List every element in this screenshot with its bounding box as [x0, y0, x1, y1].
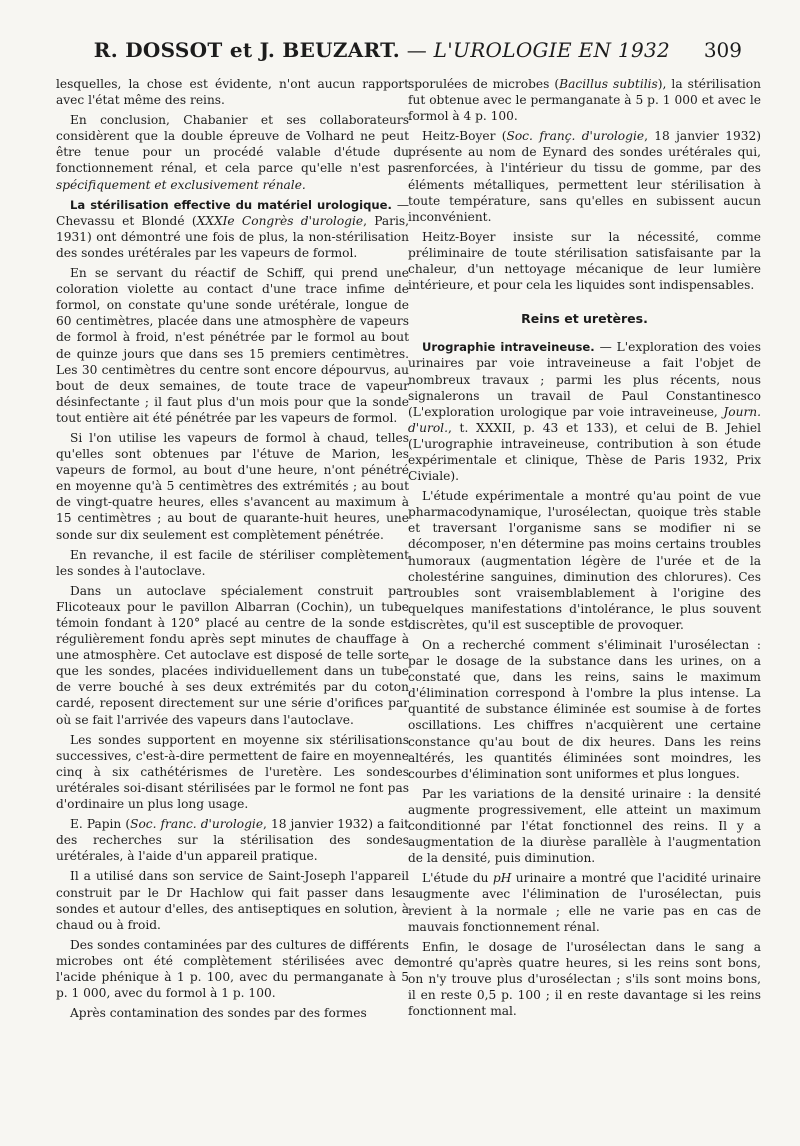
italic-text: pH	[492, 871, 512, 886]
left-column	[56, 76, 409, 1025]
paragraph-text: — Chevassu et Blondé (	[56, 197, 410, 228]
header-authors: R. DOSSOT et J. BEUZART.	[93, 38, 401, 62]
paragraph	[56, 197, 409, 261]
paragraph: En se servant du réactif de Schiff, qui prend une coloration violette au contact d'une trace infime de formol, on constate qu'une sonde urétérale, longue de 60 centimètres, placée dans une atmosphère de vapeurs de formol à froid, n'est pénétrée par le formol au bout de quinze jours que dans ses 15 premiers centimètres. Les 30 centimètres du centre sont encore dépourvus, au bout de deux semaines, de toute trace de vapeur désinfectante ; il faut plus d'un mois pour que la sonde tout entière ait été pénétrée par les vapeurs de formol.	[56, 266, 409, 425]
paragraph: L'étude expérimentale a montré qu'au point de vue pharmacodynamique, l'urosélectan, quoique très stable et traversant l'organisme sans se modifier ni se décomposer, n'en détermine pas moins certains troubles humoraux (augmentation légère de l'urée et de la cholestérine sanguines, diminution des chlorures). Ces troubles sont vraisemblablement à l'origine des quelques manifestations d'intolérance, le plus souvent discrètes, qu'il est susceptible de provoquer.	[408, 489, 761, 632]
paragraph-text: sporulées de microbes (	[408, 77, 560, 91]
paragraph	[408, 76, 761, 124]
running-title	[60, 38, 704, 62]
paragraph	[56, 112, 409, 192]
paragraph-text: , 18 janvier 1932) présente au nom de Eynard des sondes urétérales qui, renforcées, à l'intérieur du tissu de gomme, par des éléments métalliques, permettent leur stérilisation à toute température, sans qu'elles en subissent aucun inconvénient.	[408, 129, 761, 224]
page-number: 309	[703, 38, 742, 62]
paragraph-text: urinaire a montré que l'acidité urinaire augmente avec l'élimination de l'urosélectan, puis revient à la normale ; elle ne varie pas en cas de mauvais fonctionnement rénal.	[408, 871, 761, 934]
paragraph: Dans un autoclave spécialement construit par Flicoteaux pour le pavillon Albarran (Cochin), un tube témoin fondant à 120° placé au centre de la sonde est régulièrement fondu après sept minutes de chauffage à une atmosphère. Cet autoclave est disposé de telle sorte que les sondes, placées individuellement dans un tube de verre bouché à ses deux extrémités par du coton cardé, reposent directement sur une série d'orifices par où se fait l'arrivée des vapeurs dans l'autoclave.	[56, 583, 409, 727]
italic-text: Bacillus subtilis	[559, 77, 658, 91]
italic-text: XXXIe Congrès d'urologie	[196, 213, 364, 228]
subheading: La stérilisation effective du matériel urologique.	[70, 197, 392, 212]
paragraph: Enfin, le dosage de l'urosélectan dans le sang a montré qu'après quatre heures, si les reins sont bons, on n'y trouve plus d'urosélectan ; s'ils sont moins bons, il en reste 0,5 p. 100 ; il en reste davantage si les reins fonctionnent mal.	[408, 939, 761, 1019]
paragraph: Les sondes supportent en moyenne six stérilisations successives, c'est-à-dire permettent de faire en moyenne cinq à six cathétérismes de l'uretère. Les sondes urétérales soi-disant stérilisées par le formol ne font pas d'ordinaire un plus long usage.	[56, 732, 409, 812]
paragraph: Des sondes contaminées par des cultures de différents microbes ont été complètement stérilisées avec de l'acide phénique à 1 p. 100, avec du permanganate à 5 p. 1 000, avec du formol à 1 p. 100.	[56, 937, 409, 1001]
running-header	[60, 38, 742, 68]
italic-text: Journ. d'urol.	[408, 404, 761, 435]
right-column	[408, 76, 761, 1023]
paragraph-text: Heitz-Boyer (	[422, 129, 507, 144]
section-heading: Reins et uretères.	[521, 311, 648, 327]
paragraph-text: En conclusion, Chabanier et ses collaborateurs considèrent que la double épreuve de Volhard ne peut être tenue pour un procédé valable d'étude du fonctionnement rénal, et cela parce qu'elle n'est pas	[56, 113, 409, 176]
italic-text: Soc. franç. d'urologie	[506, 129, 645, 144]
paragraph	[408, 339, 761, 484]
paragraph: On a recherché comment s'éliminait l'urosélectan : par le dosage de la substance dans les urines, on a constaté que, dans les reins, sains le maximum d'élimination correspond à l'ombre la plus intense. La quantité de substance éliminée est soumise à de fortes oscillations. Les chiffres n'acquièrent une certaine constance qu'au bout de dix heures. Dans les reins altérés, les quantités éliminées sont moindres, les courbes d'élimination sont uniformes et plus longues.	[408, 638, 761, 781]
paragraph	[56, 816, 409, 864]
subheading: Urographie intraveineuse.	[422, 340, 595, 355]
paragraph: Il a utilisé dans son service de Saint-Joseph l'appareil construit par le Dr Hachlow qui fait passer dans les sondes et autour d'elles, des antiseptiques en solution, à chaud ou à froid.	[56, 869, 409, 932]
paragraph: lesquelles, la chose est évidente, n'ont aucun rapport avec l'état même des reins.	[56, 77, 409, 108]
paragraph-text: , t. XXXII, p. 43 et 133), et celui de B. Jehiel (L'urographie intraveineuse, contribution à son étude expérimentale et clinique, Thèse de Paris 1932, Prix Civiale).	[408, 420, 761, 484]
paragraph-text: , 18 janvier 1932) a fait des recherches sur la stérilisation des sondes urétérales, à l'aide d'un appareil pratique.	[56, 817, 409, 864]
italic-text: spécifiquement et exclusivement rénale.	[56, 177, 306, 192]
paragraph-text: — L'exploration des voies urinaires par voie intraveineuse a fait l'objet de nombreux travaux ; parmi les plus récents, nous signalerons un travail de Paul Constantinesco (L'exploration urologique par voie intraveineuse,	[408, 340, 761, 419]
paragraph: Heitz-Boyer insiste sur la nécessité, comme préliminaire de toute stérilisation satisfaisante par la chaleur, d'un nettoyage mécanique de leur lumière intérieure, et pour cela les liquides sont indispensables.	[408, 229, 761, 293]
paragraph: Par les variations de la densité urinaire : la densité augmente progressivement, elle atteint un maximum conditionné par l'état fonctionnel des reins. Il y a augmentation de la diurèse parallèle à l'augmentation de la densité, puis diminution.	[408, 786, 761, 866]
paragraph-text: , Paris, 1931) ont démontré une fois de plus, la non-stérilisation des sondes urétérales par les vapeurs de formol.	[56, 213, 409, 260]
header-journal-title: L'UROLOGIE EN 1932	[433, 38, 671, 62]
paragraph-text: ), la stérilisation fut obtenue avec le permanganate à 5 p. 1 000 et avec le formol à 4 p. 100.	[408, 77, 761, 124]
paragraph: Après contamination des sondes par des formes	[70, 1006, 367, 1021]
paragraph	[408, 870, 761, 934]
paragraph: En revanche, il est facile de stériliser complètement les sondes à l'autoclave.	[56, 547, 409, 578]
paragraph-text: E. Papin (	[70, 817, 131, 832]
paragraph	[408, 128, 761, 225]
italic-text: Soc. franc. d'urologie	[130, 817, 264, 832]
paragraph: Si l'on utilise les vapeurs de formol à chaud, telles qu'elles sont obtenues par l'étuve de Marion, les vapeurs de formol, au bout d'une heure, n'ont pénétré en moyenne qu'à 5 centimètres des extrémités ; au bout de vingt-quatre heures, elles s'avancent au maximum à 15 centimètres ; au bout de quarante-huit heures, une sonde sur dix seulement est complètement pénétrée.	[56, 430, 409, 542]
paragraph-text: L'étude du	[422, 871, 493, 886]
header-dash: —	[400, 38, 434, 62]
